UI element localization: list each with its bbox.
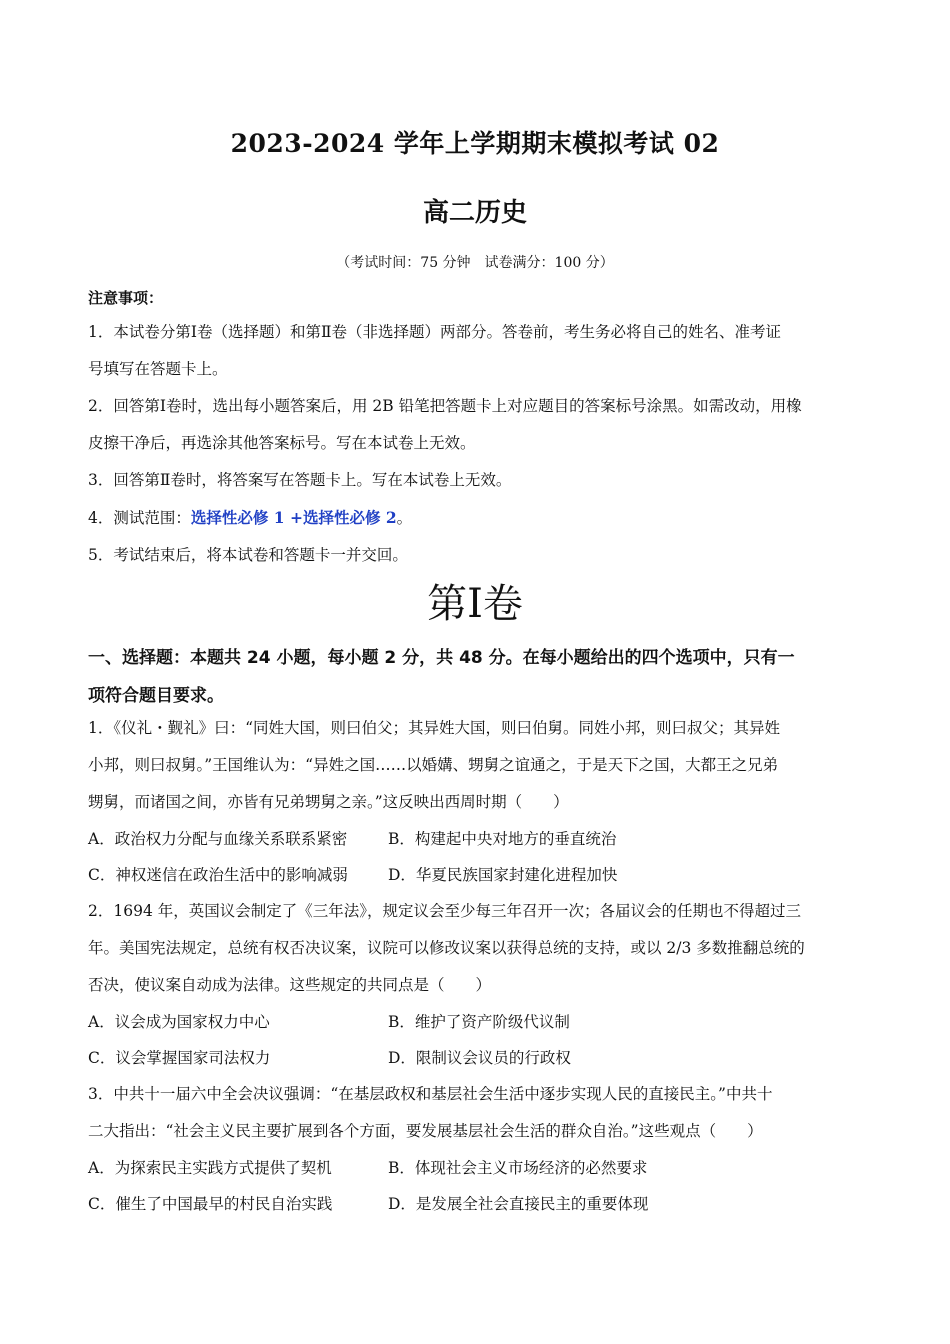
- option-d: D．限制议会议员的行政权: [388, 1049, 571, 1067]
- question-3: [88, 1076, 868, 1222]
- option-a: A．政治权力分配与血缘关系联系紧密: [88, 830, 348, 848]
- option-d: D．华夏民族国家封建化进程加快: [388, 866, 618, 884]
- option-b: B．体现社会主义市场经济的必然要求: [388, 1159, 648, 1177]
- option-c: C．神权迷信在政治生活中的影响减弱: [88, 866, 348, 884]
- scope-value: 选择性必修 1 +选择性必修 2: [190, 508, 397, 527]
- question-list: [88, 710, 868, 1222]
- option-row: [88, 1040, 868, 1076]
- section-heading: [88, 639, 868, 715]
- option-b: B．构建起中央对地方的垂直统治: [388, 830, 617, 848]
- option-d: D．是发展全社会直接民主的重要体现: [388, 1195, 649, 1213]
- option-row: [88, 1186, 868, 1222]
- question-text: 3．中共十一届六中全会决议强调：“在基层政权和基层社会生活中逐步实现人民的直接民主。”中共十: [88, 1085, 773, 1103]
- question-text: 甥舅，而诸国之间，亦皆有兄弟甥舅之亲。”这反映出西周时期（ ）: [88, 793, 569, 811]
- option-c: C．催生了中国最早的村民自治实践: [88, 1195, 333, 1213]
- scope-prefix: 4．测试范围：: [88, 509, 191, 527]
- option-row: [88, 1150, 868, 1186]
- option-a: A．为探索民主实践方式提供了契机: [88, 1159, 332, 1177]
- option-a: A．议会成为国家权力中心: [88, 1013, 270, 1031]
- section-line: 项符合题目要求。: [88, 686, 224, 706]
- section-line: 一、选择题：本题共 24 小题，每小题 2 分，共 48 分。在每小题给出的四个选项中，只有一: [88, 648, 795, 668]
- question-text: 二大指出：“社会主义民主要扩展到各个方面，要发展基层社会生活的群众自治。”这些观点（ ）: [88, 1122, 763, 1140]
- note-line: 3．回答第Ⅱ卷时，将答案写在答题卡上。写在本试卷上无效。: [88, 471, 512, 489]
- option-c: C．议会掌握国家司法权力: [88, 1049, 271, 1067]
- volume-title: 第Ⅰ卷: [427, 581, 523, 627]
- question-1: [88, 710, 868, 893]
- note-line: 5．考试结束后，将本试卷和答题卡一并交回。: [88, 546, 408, 564]
- scope-suffix: 。: [396, 509, 413, 527]
- option-row: [88, 857, 868, 893]
- exam-meta: （考试时间：75 分钟 试卷满分：100 分）: [336, 255, 614, 271]
- question-text: 小邦，则曰叔舅。”王国维认为：“异姓之国……以婚媾、甥舅之谊通之，于是天下之国，大都王之兄弟: [88, 756, 779, 774]
- option-b: B．维护了资产阶级代议制: [388, 1013, 570, 1031]
- subject-title: 高二历史: [422, 198, 527, 228]
- question-text: 1．《仪礼・觐礼》曰：“同姓大国，则曰伯父；其异姓大国，则曰伯舅。同姓小邦，则曰叔父；其异姓: [88, 719, 781, 737]
- notes-heading: 注意事项：: [88, 289, 164, 307]
- note-line: 1．本试卷分第Ⅰ卷（选择题）和第Ⅱ卷（非选择题）两部分。答卷前，考生务必将自己的姓名、准考证: [88, 323, 782, 341]
- note-scope: [88, 499, 868, 537]
- question-2: [88, 893, 868, 1076]
- question-text: 否决，使议案自动成为法律。这些规定的共同点是（ ）: [88, 976, 492, 994]
- option-row: [88, 1004, 868, 1040]
- note-line: 号填写在答题卡上。: [88, 360, 228, 378]
- option-row: [88, 821, 868, 857]
- question-text: 2．1694 年，英国议会制定了《三年法》，规定议会至少每三年召开一次；各届议会的任期也不得超过三: [88, 902, 801, 920]
- notes-list: [88, 314, 868, 574]
- note-line: 皮擦干净后，再选涂其他答案标号。写在本试卷上无效。: [88, 434, 476, 452]
- question-text: 年。美国宪法规定，总统有权否决议案，议院可以修改议案以获得总统的支持，或以 2/3 多数推翻总统的: [88, 939, 805, 957]
- note-line: 2．回答第Ⅰ卷时，选出每小题答案后，用 2B 铅笔把答题卡上对应题目的答案标号涂黑。如需改动，用橡: [88, 397, 802, 415]
- exam-title: 2023-2024 学年上学期期末模拟考试 02: [230, 129, 720, 158]
